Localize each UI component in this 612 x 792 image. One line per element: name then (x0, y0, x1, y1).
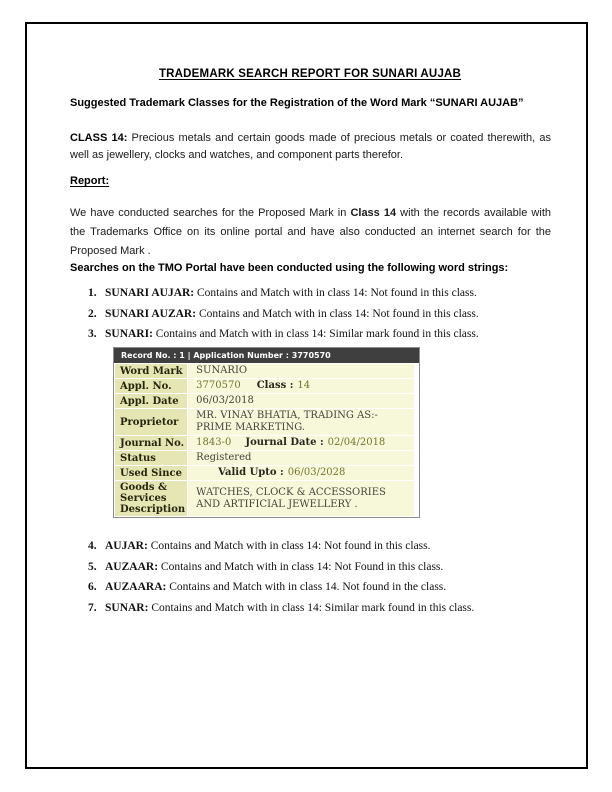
goods-line2: AND ARTIFICIAL JEWELLERY . (196, 498, 358, 510)
item-result: Contains and Match with in class 14: Similar mark found in this class. (152, 328, 479, 340)
class-14-label: CLASS 14: (70, 132, 128, 144)
item-number: 5. (88, 560, 97, 573)
report-section-heading (70, 175, 109, 187)
report-title-text: TRADEMARK SEARCH REPORT FOR SUNARI AUJAB (158, 68, 462, 80)
valid-upto-value: 06/03/2028 (287, 467, 346, 478)
report-section-heading-text: Report: (70, 175, 110, 187)
tmo-record-table (113, 347, 420, 518)
word-string-item-1 (88, 287, 558, 301)
table-row (115, 481, 414, 516)
word-mark-value: SUNARIO (188, 364, 414, 378)
record-header-bar: Record No. : 1 | Application Number : 3770570 (114, 348, 419, 363)
word-string-item-5 (88, 561, 558, 575)
appl-date-label: Appl. Date (115, 394, 187, 408)
item-term: AUZAARA: (105, 581, 167, 593)
item-number: 4. (88, 540, 97, 552)
used-since-label: Used Since (115, 466, 187, 480)
journal-no-label: Journal No. (115, 436, 187, 450)
report-title (70, 68, 550, 80)
goods-services-label: Goods & Services Description (115, 481, 187, 516)
appl-no-value (188, 379, 414, 393)
table-row (115, 364, 414, 378)
table-row (115, 394, 414, 408)
class-14-paragraph (70, 130, 551, 163)
word-string-item-7 (88, 602, 558, 616)
table-row (115, 466, 414, 480)
table-row (115, 409, 414, 435)
journal-date-value: 02/04/2018 (327, 437, 386, 448)
used-since-value (188, 466, 414, 480)
class-inline-value: 14 (297, 380, 311, 391)
proprietor-label: Proprietor (115, 409, 187, 435)
search-summary-after: with the records available with the Trademarks Office on its online portal and have also conducted an internet search for the Proposed Mark . (70, 207, 551, 257)
record-details-table (114, 363, 415, 517)
word-string-item-3 (88, 328, 558, 342)
status-label: Status (115, 451, 187, 465)
search-summary-paragraph (70, 204, 551, 261)
item-result: Contains and Match with in class 14: Not found in this class. (147, 540, 431, 552)
item-number: 7. (88, 601, 97, 614)
item-term: SUNAR: (105, 601, 149, 614)
goods-line1: WATCHES, CLOCK & ACCESSORIES (196, 486, 386, 498)
item-result: Contains and Match with in class 14: Not Found in this class. (158, 560, 444, 573)
item-result: Contains and Match with in class 14: Not found in this class. (194, 287, 477, 299)
table-row (115, 451, 414, 465)
word-string-item-6 (88, 581, 558, 595)
item-term: AUZAAR: (105, 560, 159, 573)
proprietor-line1: MR. VINAY BHATIA, TRADING AS:- (196, 410, 378, 421)
item-number: 3. (88, 328, 97, 340)
item-term: SUNARI AUJAR: (105, 287, 195, 299)
proprietor-value (188, 409, 414, 435)
item-term: SUNARI AUZAR: (105, 307, 197, 320)
item-result: Contains and Match with in class 14. Not found in the class. (166, 581, 447, 593)
appl-date-value: 06/03/2018 (188, 394, 414, 408)
item-term: AUJAR: (105, 540, 148, 552)
item-number: 1. (88, 287, 97, 299)
journal-no-value (188, 436, 414, 450)
item-result: Contains and Match with in class 14: Similar mark found in this class. (148, 601, 475, 614)
search-summary-class: Class 14 (350, 207, 397, 219)
item-number: 6. (88, 581, 97, 593)
word-strings-heading: Searches on the TMO Portal have been conducted using the following word strings: (70, 262, 509, 274)
appl-no-number: 3770570 (196, 380, 241, 391)
valid-upto-inline-label: Valid Upto : (218, 467, 284, 478)
item-result: Contains and Match with in class 14: Not found in this class. (196, 307, 479, 320)
search-summary-before: We have conducted searches for the Proposed Mark in (70, 207, 351, 219)
word-strings-list-top (88, 287, 558, 349)
journal-date-inline-label: Journal Date : (245, 437, 324, 448)
word-strings-list-bottom (88, 540, 558, 622)
table-row (115, 379, 414, 393)
journal-number: 1843-0 (196, 437, 232, 448)
status-value: Registered (188, 451, 414, 465)
word-string-item-2 (88, 308, 558, 322)
word-string-item-4 (88, 540, 558, 554)
item-number: 2. (88, 307, 97, 320)
word-mark-label: Word Mark (115, 364, 187, 378)
table-row (115, 436, 414, 450)
appl-no-label: Appl. No. (115, 379, 187, 393)
goods-services-value (188, 481, 414, 516)
proprietor-line2: PRIME MARKETING. (196, 422, 306, 433)
suggested-classes-heading: Suggested Trademark Classes for the Registration of the Word Mark “SUNARI AUJAB” (70, 97, 524, 109)
class-inline-label: Class : (256, 380, 294, 391)
item-term: SUNARI: (105, 328, 153, 340)
class-14-text: Precious metals and certain goods made of precious metals or coated therewith, as well as jewellery, clocks and watches, and component parts therefor. (70, 132, 551, 161)
